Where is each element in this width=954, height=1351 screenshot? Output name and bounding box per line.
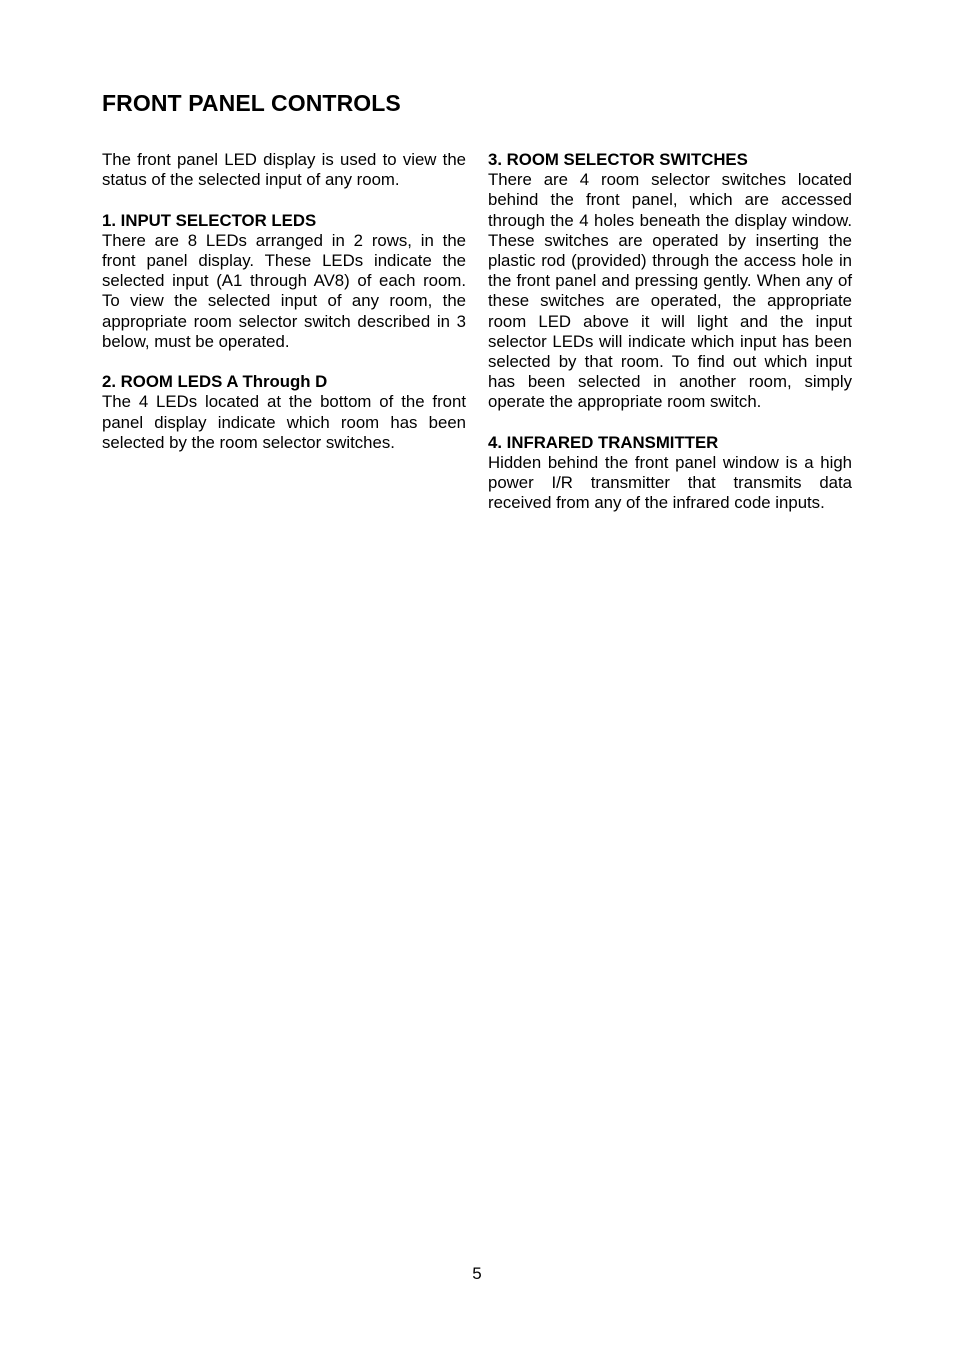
section-room-leds	[102, 372, 466, 453]
right-column	[488, 150, 852, 534]
section-infrared-transmitter	[488, 433, 852, 514]
page-number: 5	[472, 1264, 482, 1283]
section-body: Hidden behind the front panel window is a high power I/R transmitter that transmits data received from any of the infrared code inputs.	[488, 453, 852, 513]
section-heading: 3. ROOM SELECTOR SWITCHES	[488, 150, 748, 169]
section-body: There are 4 room selector switches located behind the front panel, which are accessed through the 4 holes beneath the display window. These switches are operated by inserting the plastic rod (provided) through the access hole in the front panel and pressing gently. When any of these switches are operated, the appropriate room LED above it will light and the input selector LEDs will indicate which input has been selected by that room. To find out which input has been selected in another room, simply operate the appropriate room switch.	[488, 170, 852, 412]
section-heading: 2. ROOM LEDS A Through D	[102, 372, 328, 392]
intro-block	[102, 150, 466, 190]
page-title: FRONT PANEL CONTROLS	[102, 90, 401, 116]
section-body: The 4 LEDs located at the bottom of the front panel display indicate which room has been selected by the room selector switches.	[102, 392, 466, 452]
section-input-selector-leds	[102, 211, 466, 352]
section-heading: 1. INPUT SELECTOR LEDS	[102, 210, 317, 230]
intro-paragraph: The front panel LED display is used to view the status of the selected input of any room.	[102, 150, 466, 190]
section-body: There are 8 LEDs arranged in 2 rows, in the front panel display. These LEDs indicate the selected input (A1 through AV8) of each room. To view the selected input of any room, the appropriate room selector switch described in 3 below, must be operated.	[102, 230, 466, 351]
left-column	[102, 150, 466, 473]
section-room-selector-switches	[488, 150, 852, 413]
section-heading: 4. INFRARED TRANSMITTER	[488, 432, 719, 452]
